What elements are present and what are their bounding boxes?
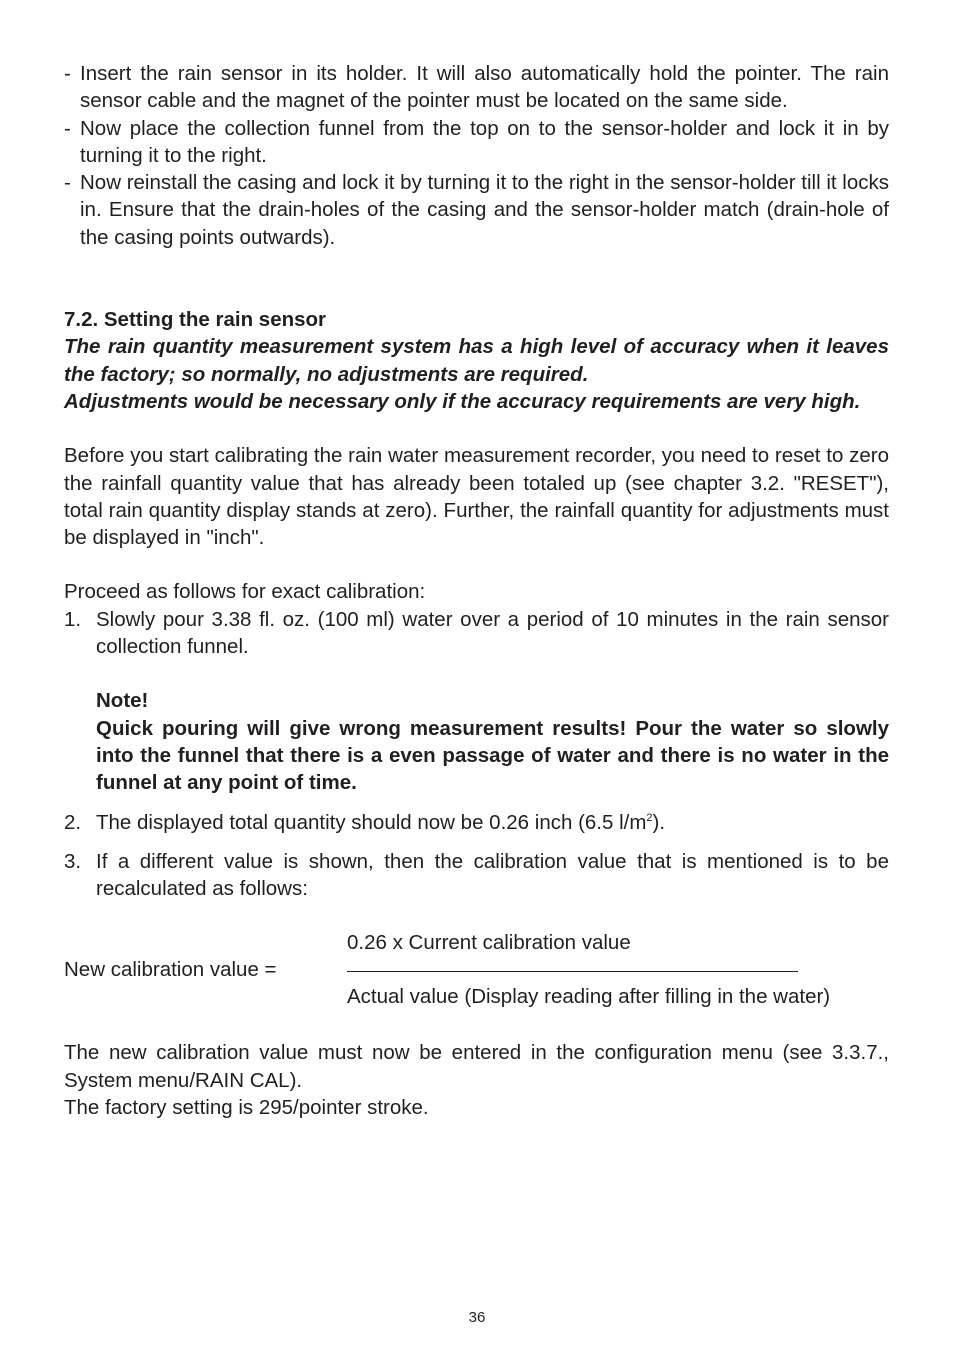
dash-marker: - [64, 116, 71, 140]
list-item-text: Insert the rain sensor in its holder. It will also automatically hold the pointer. The rain sensor cable and the magnet of the pointer must be located on the same side. [80, 62, 889, 113]
page-number: 36 [468, 1309, 486, 1326]
note-block [64, 687, 889, 796]
dash-marker: - [64, 62, 71, 85]
formula-numerator: 0.26 x Current calibration value [347, 931, 631, 955]
note-text: Quick pouring will give wrong measurement results! Pour the water so slowly into the funnel that there is a even passage of water and there is no water in the funnel at any point of time. [96, 716, 889, 795]
step-number: 2. [64, 810, 82, 834]
install-steps-list [64, 60, 889, 251]
factory-setting: The factory setting is 295/pointer stroke. [64, 1096, 429, 1120]
step-number: 3. [64, 849, 82, 873]
step-text: If a different value is shown, then the calibration value that is mentioned is to be recalculated as follows: [96, 849, 889, 901]
list-item-text: Now reinstall the casing and lock it by turning it to the right in the sensor-holder till it locks in. Ensure that the drain-holes of the casing and the sensor-holder match (drain-hole of the casing points outwards). [80, 171, 889, 249]
numbered-step-1 [64, 606, 889, 661]
proceed-intro: Proceed as follows for exact calibration: [64, 580, 426, 604]
fraction-line [347, 971, 798, 972]
list-item [64, 169, 889, 251]
numbered-step-2 [64, 809, 889, 836]
formula-denominator: Actual value (Display reading after filling in the water) [347, 985, 831, 1009]
list-item-text: Now place the collection funnel from the top on to the sensor-holder and lock it in by turning it to the right. [80, 116, 889, 167]
numbered-step-3 [64, 848, 889, 903]
step-text: The displayed total quantity should now be 0.26 inch (6.5 l/m [96, 810, 647, 834]
calibration-formula [64, 929, 889, 1039]
list-item [64, 60, 889, 115]
note-title: Note! [96, 689, 149, 713]
step-number: 1. [64, 607, 82, 631]
list-item [64, 115, 889, 170]
section-intro-accuracy: The rain quantity measurement system has a high level of accuracy when it leaves the factory; so normally, no adjustments are required. [64, 335, 889, 386]
formula-lhs: New calibration value = [64, 958, 277, 982]
step-text: Slowly pour 3.38 fl. oz. (100 ml) water over a period of 10 minutes in the rain sensor collection funnel. [96, 607, 889, 659]
document-page [64, 60, 889, 1121]
section-intro-adjustments: Adjustments would be necessary only if the accuracy requirements are very high. [64, 389, 861, 413]
calibration-preparation-paragraph: Before you start calibrating the rain water measurement recorder, you need to reset to zero the rainfall quantity value that has already been totaled up (see chapter 3.2. "RESET"), total rain quantity display stands at zero). Further, the rainfall quantity for adjustments must be displayed in "inch". [64, 444, 889, 550]
step-text-end: ). [652, 810, 666, 834]
dash-marker: - [64, 171, 71, 195]
superscript: 2 [646, 811, 653, 824]
section-heading: 7.2. Setting the rain sensor [64, 308, 327, 332]
closing-instruction: The new calibration value must now be entered in the configuration menu (see 3.3.7., System menu/RAIN CAL). [64, 1041, 889, 1092]
